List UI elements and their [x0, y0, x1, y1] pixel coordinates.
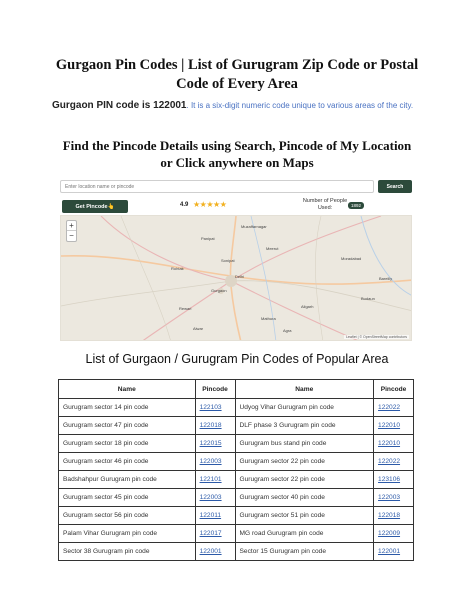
- table-row: [59, 525, 414, 543]
- area-name-cell: Gurugram sector 40 pin code: [235, 489, 374, 507]
- header-pincode: Pincode: [195, 380, 235, 399]
- area-name-cell: DLF phase 3 Gurugram pin code: [235, 417, 374, 435]
- area-name-cell: Gurugram sector 56 pin code: [59, 507, 196, 525]
- search-button[interactable]: Search: [378, 180, 412, 193]
- intro-pin-statement: Gurgaon PIN code is 122001: [52, 100, 187, 111]
- get-pincode-button[interactable]: Get Pincode👆: [62, 200, 128, 213]
- section-subtitle: Find the Pincode Details using Search, Pincode of My Location or Click anywhere on Maps: [62, 138, 412, 170]
- table-row: [59, 399, 414, 417]
- table-row: [59, 435, 414, 453]
- map-label: Aligarh: [301, 304, 314, 309]
- area-name-cell: Gurugram sector 47 pin code: [59, 417, 196, 435]
- pincode-cell: [195, 399, 235, 417]
- area-name-cell: MG road Gurugram pin code: [235, 525, 374, 543]
- area-name-cell: Sector 15 Gurugram pin code: [235, 543, 374, 561]
- pincode-link[interactable]: 122022: [378, 404, 401, 411]
- area-name-cell: Sector 38 Gurugram pin code: [59, 543, 196, 561]
- pincode-link[interactable]: 122010: [378, 422, 401, 429]
- pincode-cell: [195, 471, 235, 489]
- map-label: Panipat: [201, 236, 215, 241]
- pincode-cell: [195, 543, 235, 561]
- header-name: Name: [235, 380, 374, 399]
- area-name-cell: Gurugram sector 22 pin code: [235, 471, 374, 489]
- pincode-link[interactable]: 122022: [378, 458, 401, 465]
- pincode-link[interactable]: 123106: [378, 476, 401, 483]
- pincode-cell: [374, 399, 414, 417]
- pincode-link[interactable]: 122003: [378, 494, 401, 501]
- pincode-cell: [195, 489, 235, 507]
- zoom-control: [66, 220, 77, 242]
- pincode-link[interactable]: 122001: [199, 548, 222, 555]
- people-used-badge: 1892: [348, 202, 364, 209]
- pincode-link[interactable]: 122103: [199, 404, 222, 411]
- zoom-in-button[interactable]: +: [67, 221, 76, 231]
- location-search-input[interactable]: [60, 180, 374, 193]
- map-label: Budaun: [361, 296, 375, 301]
- pincode-link[interactable]: 122009: [378, 530, 401, 537]
- pincode-link[interactable]: 122018: [199, 422, 222, 429]
- map-label: Bareilly: [379, 276, 393, 281]
- map-attribution[interactable]: Leaflet | © OpenStreetMap contributors: [346, 335, 407, 339]
- pincode-cell: [374, 471, 414, 489]
- pincode-cell: [195, 453, 235, 471]
- people-used-label: Number of People Used:: [302, 198, 348, 211]
- area-name-cell: Gurugram sector 14 pin code: [59, 399, 196, 417]
- area-name-cell: Udyog Vihar Gurugram pin code: [235, 399, 374, 417]
- intro-paragraph: [52, 99, 432, 112]
- map-label: Muzaffarnagar: [241, 224, 267, 229]
- pincode-link[interactable]: 122011: [199, 512, 222, 519]
- area-name-cell: Gurugram sector 46 pin code: [59, 453, 196, 471]
- pincode-cell: [195, 525, 235, 543]
- pincode-link[interactable]: 122017: [199, 530, 222, 537]
- table-row: [59, 471, 414, 489]
- map-label: Agra: [283, 328, 292, 333]
- map-label: Mathura: [261, 316, 276, 321]
- pincode-link[interactable]: 122001: [378, 548, 401, 555]
- pincode-link[interactable]: 122003: [199, 458, 222, 465]
- pincode-link[interactable]: 122018: [378, 512, 401, 519]
- pincode-cell: [374, 417, 414, 435]
- pincode-link[interactable]: 122003: [199, 494, 222, 501]
- map-label: Meerut: [266, 246, 279, 251]
- pincode-cell: [374, 435, 414, 453]
- page-title: Gurgaon Pin Codes | List of Gurugram Zip Code or Postal Code of Every Area: [55, 57, 419, 92]
- map-label: Moradabad: [341, 256, 362, 261]
- area-name-cell: Gurugram sector 45 pin code: [59, 489, 196, 507]
- pincode-toolbar: [60, 197, 412, 217]
- rating-value: 4.9: [180, 202, 189, 208]
- pincode-link[interactable]: 122101: [199, 476, 222, 483]
- area-name-cell: Gurugram sector 18 pin code: [59, 435, 196, 453]
- map-label: Alwar: [193, 326, 204, 331]
- area-name-cell: Gurugram bus stand pin code: [235, 435, 374, 453]
- map-label: Rohtak: [171, 266, 184, 271]
- list-title: List of Gurgaon / Gurugram Pin Codes of Popular Area: [85, 352, 389, 366]
- table-header-row: [59, 380, 414, 399]
- table-row: [59, 543, 414, 561]
- pincode-cell: [374, 453, 414, 471]
- pincode-cell: [195, 435, 235, 453]
- pincode-table: [58, 379, 414, 561]
- header-pincode: Pincode: [374, 380, 414, 399]
- rating-stars-icon: ★★★★★: [193, 200, 227, 209]
- map-label: Rewari: [179, 306, 192, 311]
- area-name-cell: Gurugram sector 51 pin code: [235, 507, 374, 525]
- area-name-cell: Gurugram sector 22 pin code: [235, 453, 374, 471]
- table-row: [59, 453, 414, 471]
- pincode-cell: [374, 489, 414, 507]
- pincode-cell: [195, 507, 235, 525]
- pincode-cell: [374, 543, 414, 561]
- pincode-link[interactable]: 122010: [378, 440, 401, 447]
- map-canvas[interactable]: [60, 215, 412, 341]
- map-label: Gurgaon: [211, 288, 227, 293]
- table-row: [59, 507, 414, 525]
- zoom-out-button[interactable]: −: [69, 231, 74, 240]
- pincode-cell: [374, 507, 414, 525]
- pincode-link[interactable]: 122015: [199, 440, 222, 447]
- map-label: Sonipat: [221, 258, 235, 263]
- area-name-cell: Badshahpur Gurugram pin code: [59, 471, 196, 489]
- intro-description: . It is a six-digit numeric code unique to various areas of the city.: [186, 101, 414, 110]
- table-row: [59, 489, 414, 507]
- area-name-cell: Palam Vihar Gurugram pin code: [59, 525, 196, 543]
- pincode-cell: [374, 525, 414, 543]
- pincode-cell: [195, 417, 235, 435]
- header-name: Name: [59, 380, 196, 399]
- map-label: Delhi: [235, 274, 245, 279]
- table-row: [59, 417, 414, 435]
